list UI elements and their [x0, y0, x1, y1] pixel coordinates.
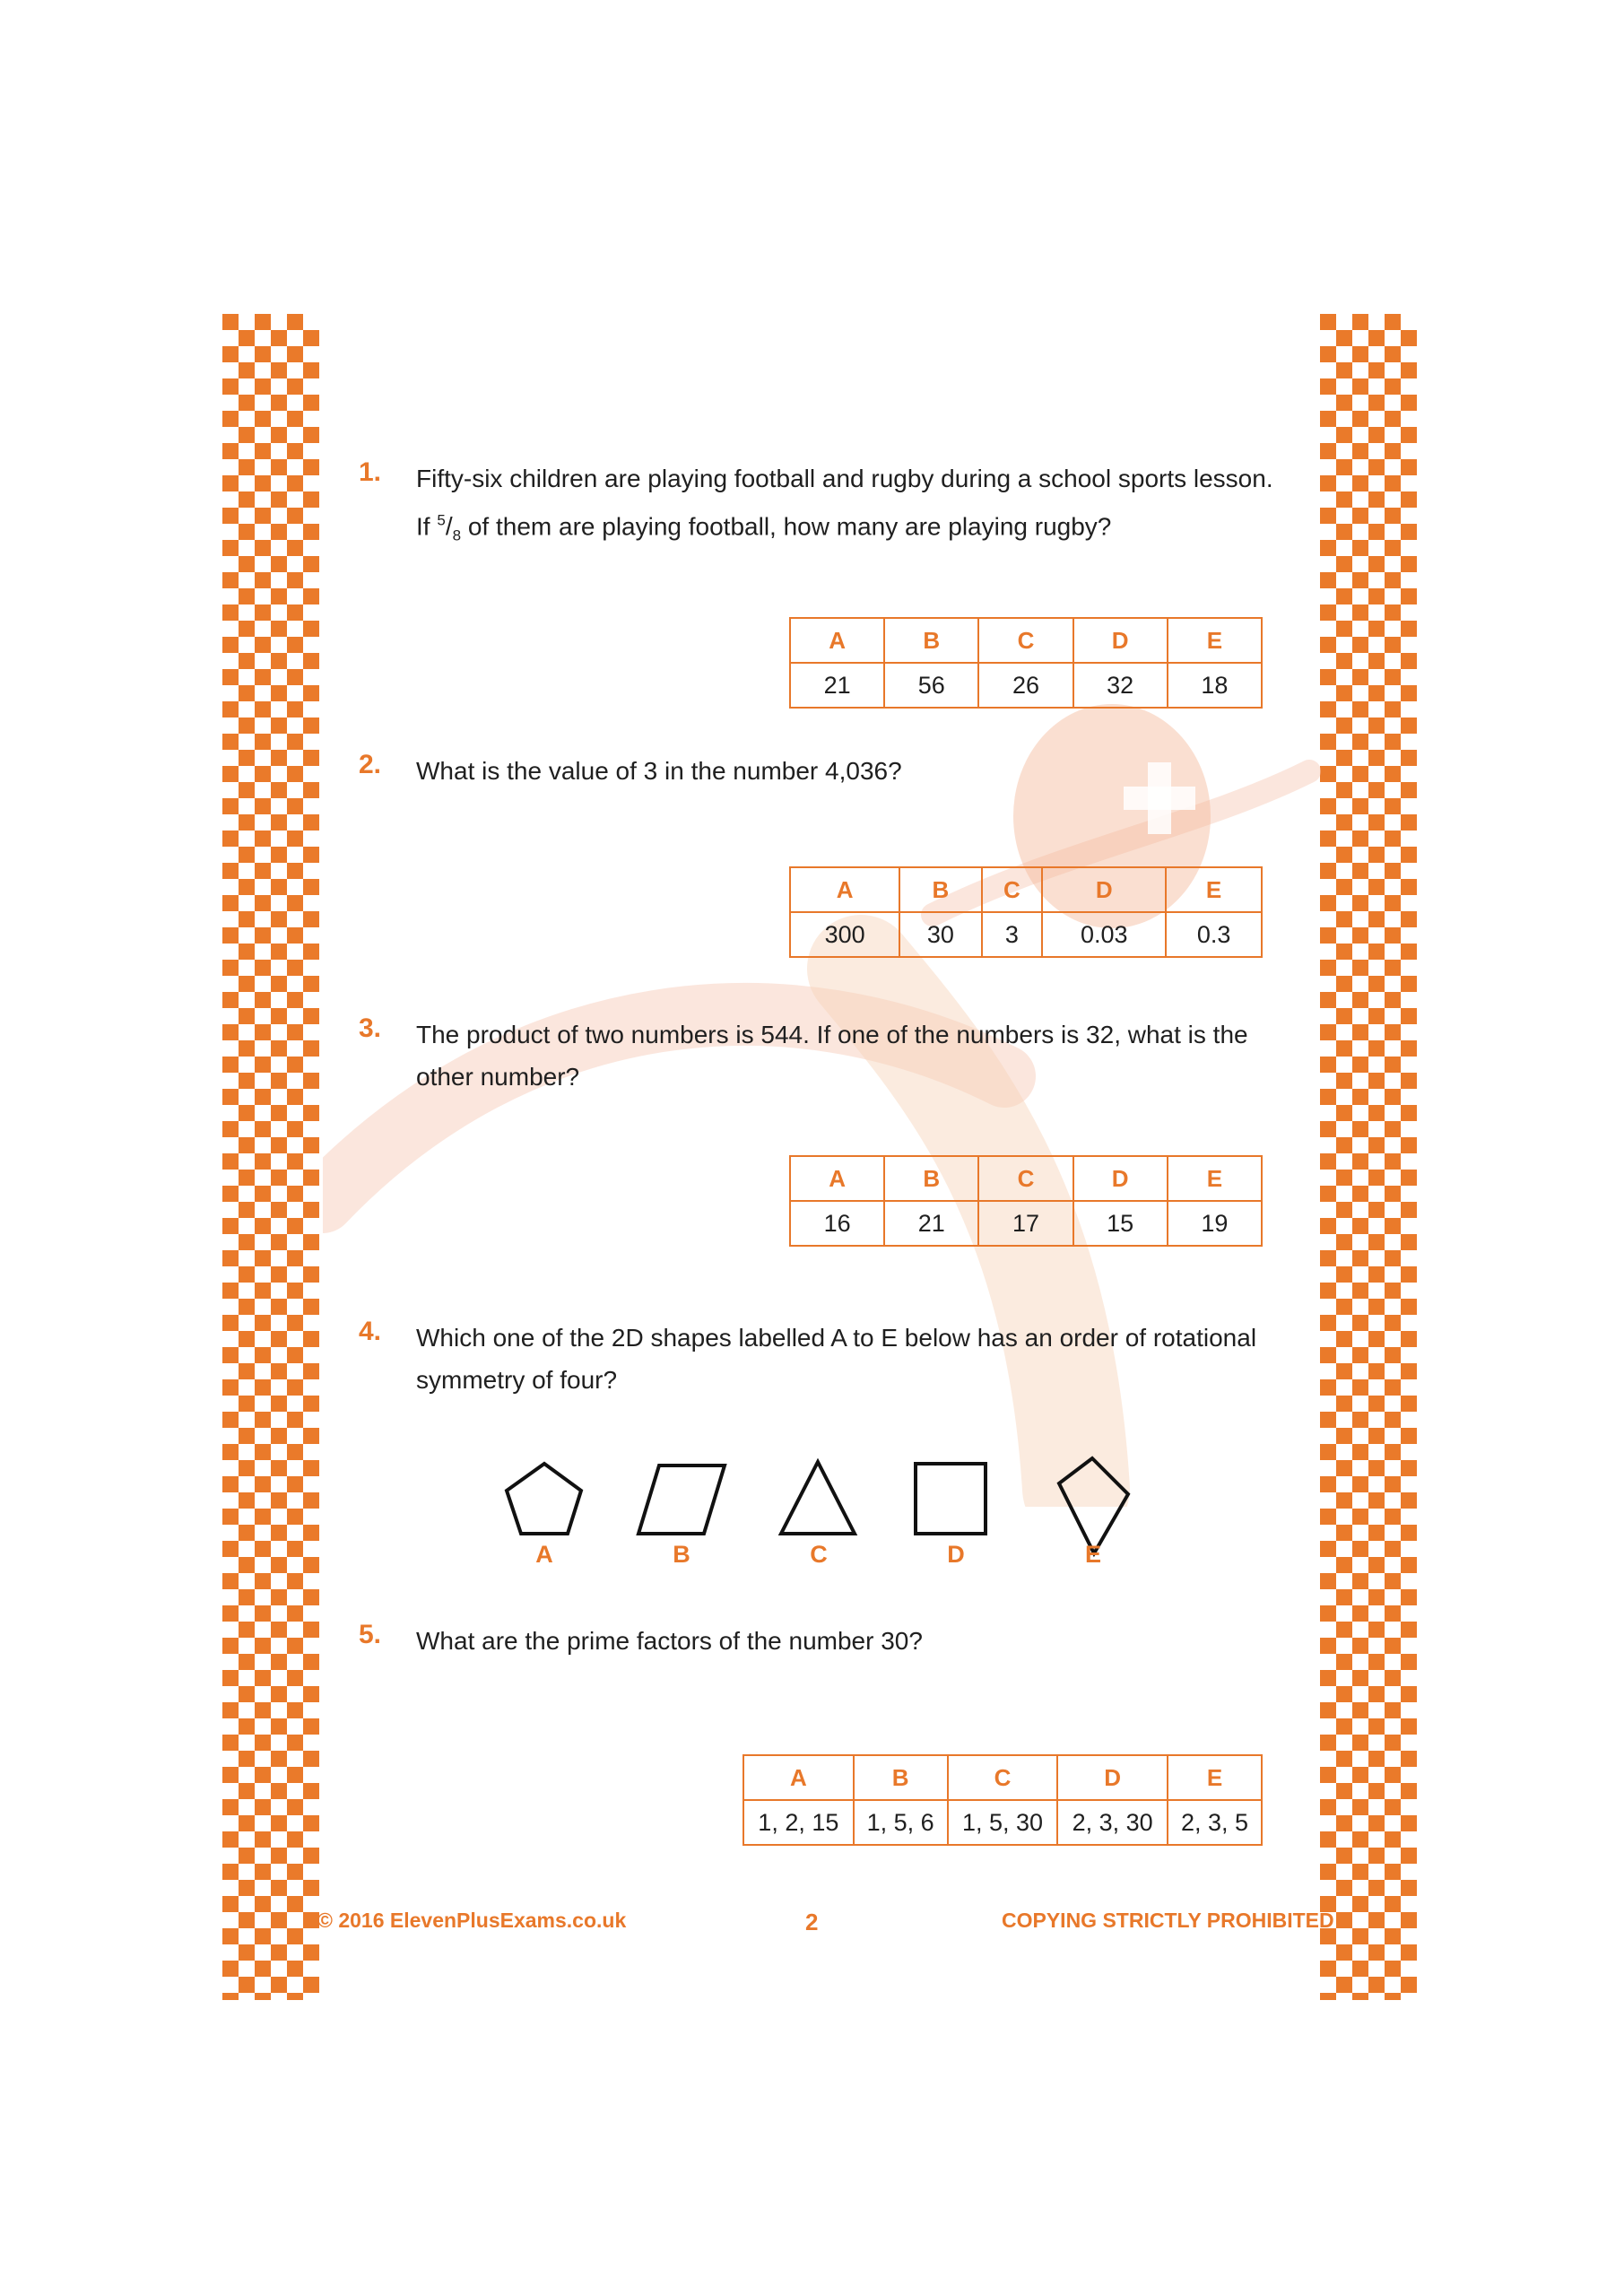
option-letter: B — [854, 1755, 948, 1800]
question-number: 5. — [359, 1620, 382, 1649]
answer-value: 1, 5, 30 — [948, 1800, 1058, 1845]
question-4 — [359, 1317, 1282, 1406]
answer-value: 300 — [790, 912, 899, 957]
text-fragment: If — [416, 512, 438, 541]
option-letter: B — [884, 1156, 978, 1201]
option-letter: A — [790, 1156, 884, 1201]
square-icon — [916, 1464, 986, 1534]
question-text: Which one of the 2D shapes labelled A to E below has an order of rotational symmetry of four? — [416, 1324, 1257, 1394]
answer-value: 1, 2, 15 — [743, 1800, 854, 1845]
answer-value: 1, 5, 6 — [854, 1800, 948, 1845]
answer-value: 2, 3, 5 — [1168, 1800, 1262, 1845]
question-line — [416, 500, 1277, 557]
option-letter: E — [1168, 1755, 1262, 1800]
option-letter: D — [1057, 1755, 1168, 1800]
question-line: Fifty-six children are playing football and rugby during a school sports lesson. — [416, 465, 1273, 492]
answer-value: 32 — [1073, 663, 1168, 708]
answer-value: 2, 3, 30 — [1057, 1800, 1168, 1845]
option-letter: D — [1073, 1156, 1168, 1201]
question-2 — [359, 750, 1282, 804]
answer-value: 15 — [1073, 1201, 1168, 1246]
question-number: 2. — [359, 750, 382, 779]
option-letter: D — [1073, 618, 1168, 663]
answer-value: 18 — [1168, 663, 1262, 708]
answer-value: 19 — [1168, 1201, 1262, 1246]
shape-label: E — [1084, 1541, 1101, 1568]
answer-value: 21 — [884, 1201, 978, 1246]
option-letter: B — [884, 618, 978, 663]
question-number: 3. — [359, 1013, 382, 1043]
shape-label: A — [535, 1541, 553, 1568]
question-number: 1. — [359, 457, 382, 487]
fraction-numerator: 5 — [437, 512, 446, 529]
kite-icon — [1059, 1458, 1128, 1553]
option-letter: A — [790, 867, 899, 912]
answer-value: 16 — [790, 1201, 884, 1246]
footer-notice: COPYING STRICTLY PROHIBITED — [1002, 1909, 1334, 1932]
answer-table-1 — [789, 617, 1263, 709]
decorative-border-left — [222, 314, 319, 2000]
shape-label: B — [673, 1541, 690, 1568]
question-number: 4. — [359, 1317, 382, 1346]
option-letter: B — [899, 867, 981, 912]
answer-value: 3 — [982, 912, 1043, 957]
answer-table-3 — [789, 1155, 1263, 1247]
option-letter: C — [982, 867, 1043, 912]
option-letter: A — [790, 618, 884, 663]
option-letter: E — [1168, 618, 1262, 663]
question-text: The product of two numbers is 544. If one of the numbers is 32, what is the other number? — [416, 1021, 1248, 1091]
option-letter: E — [1166, 867, 1262, 912]
option-letter: C — [978, 1156, 1073, 1201]
page-number: 2 — [805, 1909, 819, 1935]
answer-table-2 — [789, 866, 1263, 958]
answer-value: 26 — [978, 663, 1073, 708]
answer-value: 21 — [790, 663, 884, 708]
answer-value: 30 — [899, 912, 981, 957]
fraction-denominator: 8 — [452, 526, 462, 544]
decorative-border-right — [1320, 314, 1417, 2000]
shape-label: C — [810, 1541, 828, 1568]
answer-value: 0.3 — [1166, 912, 1262, 957]
option-letter: C — [948, 1755, 1058, 1800]
option-letter: E — [1168, 1156, 1262, 1201]
question-5 — [359, 1620, 1282, 1674]
fraction-slash: / — [445, 512, 453, 541]
answer-value: 0.03 — [1042, 912, 1166, 957]
answer-value: 17 — [978, 1201, 1073, 1246]
triangle-icon — [781, 1462, 855, 1534]
pentagon-icon — [507, 1464, 581, 1534]
shape-label: D — [947, 1541, 965, 1568]
answer-table-5 — [743, 1754, 1263, 1846]
text-fragment: of them are playing football, how many are playing rugby? — [461, 512, 1112, 541]
question-text — [416, 457, 1277, 557]
question-3 — [359, 1013, 1282, 1103]
option-letter: D — [1042, 867, 1166, 912]
option-letter: A — [743, 1755, 854, 1800]
option-letter: C — [978, 618, 1073, 663]
question-text: What is the value of 3 in the number 4,036? — [416, 757, 902, 785]
question-text: What are the prime factors of the number 30? — [416, 1627, 923, 1655]
question-1 — [359, 457, 1282, 565]
footer-copyright: © 2016 ElevenPlusExams.co.uk — [317, 1909, 627, 1932]
fraction — [437, 512, 462, 544]
parallelogram-icon — [638, 1465, 725, 1534]
answer-value: 56 — [884, 663, 978, 708]
